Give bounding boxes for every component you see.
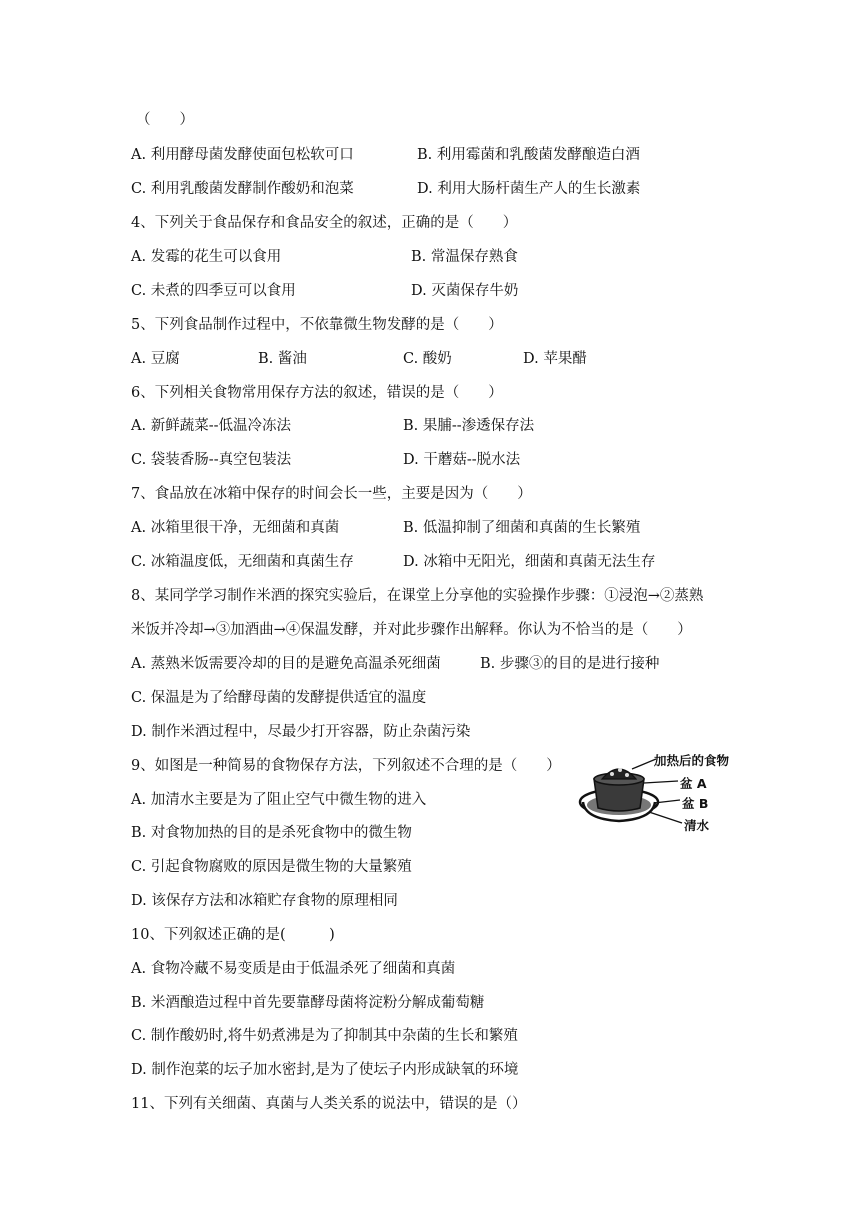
q6-option-c: C. 袋装香肠--真空包装法: [131, 452, 292, 468]
q3-option-a: A. 利用酵母菌发酵使面包松软可口: [131, 147, 354, 163]
q7-option-d: D. 冰箱中无阳光，细菌和真菌无法生存: [403, 554, 656, 570]
q3-option-d: D. 利用大肠杆菌生产人的生长激素: [417, 181, 641, 197]
q10-option-b: B. 米酒酿造过程中首先要靠酵母菌将淀粉分解成葡萄糖: [131, 995, 485, 1011]
q11-stem: 11、下列有关细菌、真菌与人类关系的说法中，错误的是（）: [131, 1096, 527, 1112]
q4-option-a: A. 发霉的花生可以食用: [131, 249, 282, 265]
q6-option-b: B. 果脯--渗透保存法: [403, 418, 535, 434]
q7-stem: 7、食品放在冰箱中保存的时间会长一些，主要是因为（ ）: [131, 486, 532, 502]
q10-option-a: A. 食物冷藏不易变质是由于低温杀死了细菌和真菌: [131, 961, 456, 977]
pointer-water: [649, 812, 682, 823]
q9-option-c: C. 引起食物腐败的原因是微生物的大量繁殖: [131, 859, 412, 875]
q3-option-b: B. 利用霉菌和乳酸菌发酵酿造白酒: [417, 147, 640, 163]
q9-option-b: B. 对食物加热的目的是杀死食物中的微生物: [131, 825, 412, 841]
q8-option-a: A. 蒸熟米饭需要冷却的目的是避免高温杀死细菌: [131, 656, 441, 672]
q6-stem: 6、下列相关食物常用保存方法的叙述，错误的是（ ）: [131, 385, 503, 401]
q9-option-d: D. 该保存方法和冰箱贮存食物的原理相同: [131, 893, 398, 909]
q5-stem: 5、下列食品制作过程中，不依靠微生物发酵的是（ ）: [131, 317, 503, 333]
q8-option-b: B. 步骤③的目的是进行接种: [480, 656, 660, 672]
q8-stem-line1: 8、某同学学习制作米酒的探究实验后，在课堂上分享他的实验操作步骤：①浸泡→②蒸熟: [131, 588, 704, 604]
q10-stem: 10、下列叙述正确的是( ): [131, 927, 335, 943]
q6-option-a: A. 新鲜蔬菜--低温冷冻法: [131, 418, 291, 434]
label-heated-food: 加热后的食物: [654, 753, 730, 768]
q4-stem: 4、下列关于食品保存和食品安全的叙述，正确的是（ ）: [131, 215, 518, 231]
q5-option-b: B. 酱油: [258, 351, 307, 367]
q10-option-d: D. 制作泡菜的坛子加水密封,是为了使坛子内形成缺氧的环境: [131, 1062, 519, 1078]
q6-option-d: D. 干蘑菇--脱水法: [403, 452, 521, 468]
q4-option-c: C. 未煮的四季豆可以食用: [131, 283, 296, 299]
q5-option-d: D. 苹果醋: [523, 351, 587, 367]
q3-answer-bracket: （ ）: [136, 112, 194, 128]
pointer-food: [632, 759, 656, 769]
q7-option-a: A. 冰箱里很干净，无细菌和真菌: [131, 520, 340, 536]
q8-option-c: C. 保温是为了给酵母菌的发酵提供适宜的温度: [131, 690, 427, 706]
q9-stem: 9、如图是一种简易的食物保存方法，下列叙述不合理的是（ ）: [131, 758, 561, 774]
q5-option-a: A. 豆腐: [131, 351, 180, 367]
q7-option-b: B. 低温抑制了细菌和真菌的生长繁殖: [403, 520, 641, 536]
q10-option-c: C. 制作酸奶时,将牛奶煮沸是为了抑制其中杂菌的生长和繁殖: [131, 1028, 518, 1044]
food-preservation-figure: [574, 745, 734, 837]
q3-option-c: C. 利用乳酸菌发酵制作酸奶和泡菜: [131, 181, 354, 197]
q8-stem-line2: 米饭并冷却→③加酒曲→④保温发酵，并对此步骤作出解释。你认为不恰当的是（ ）: [131, 622, 692, 638]
q8-option-d: D. 制作米酒过程中，尽最少打开容器，防止杂菌污染: [131, 724, 471, 740]
pointer-basin-a: [644, 781, 678, 783]
label-basin-b: 盆 B: [682, 796, 709, 811]
q9-option-a: A. 加清水主要是为了阻止空气中微生物的进入: [131, 792, 427, 808]
q4-option-d: D. 灭菌保存牛奶: [411, 283, 519, 299]
label-clear-water: 清水: [684, 818, 710, 833]
q5-option-c: C. 酸奶: [403, 351, 452, 367]
label-basin-a: 盆 A: [680, 776, 707, 791]
q4-option-b: B. 常温保存熟食: [411, 249, 518, 265]
q7-option-c: C. 冰箱温度低，无细菌和真菌生存: [131, 554, 354, 570]
